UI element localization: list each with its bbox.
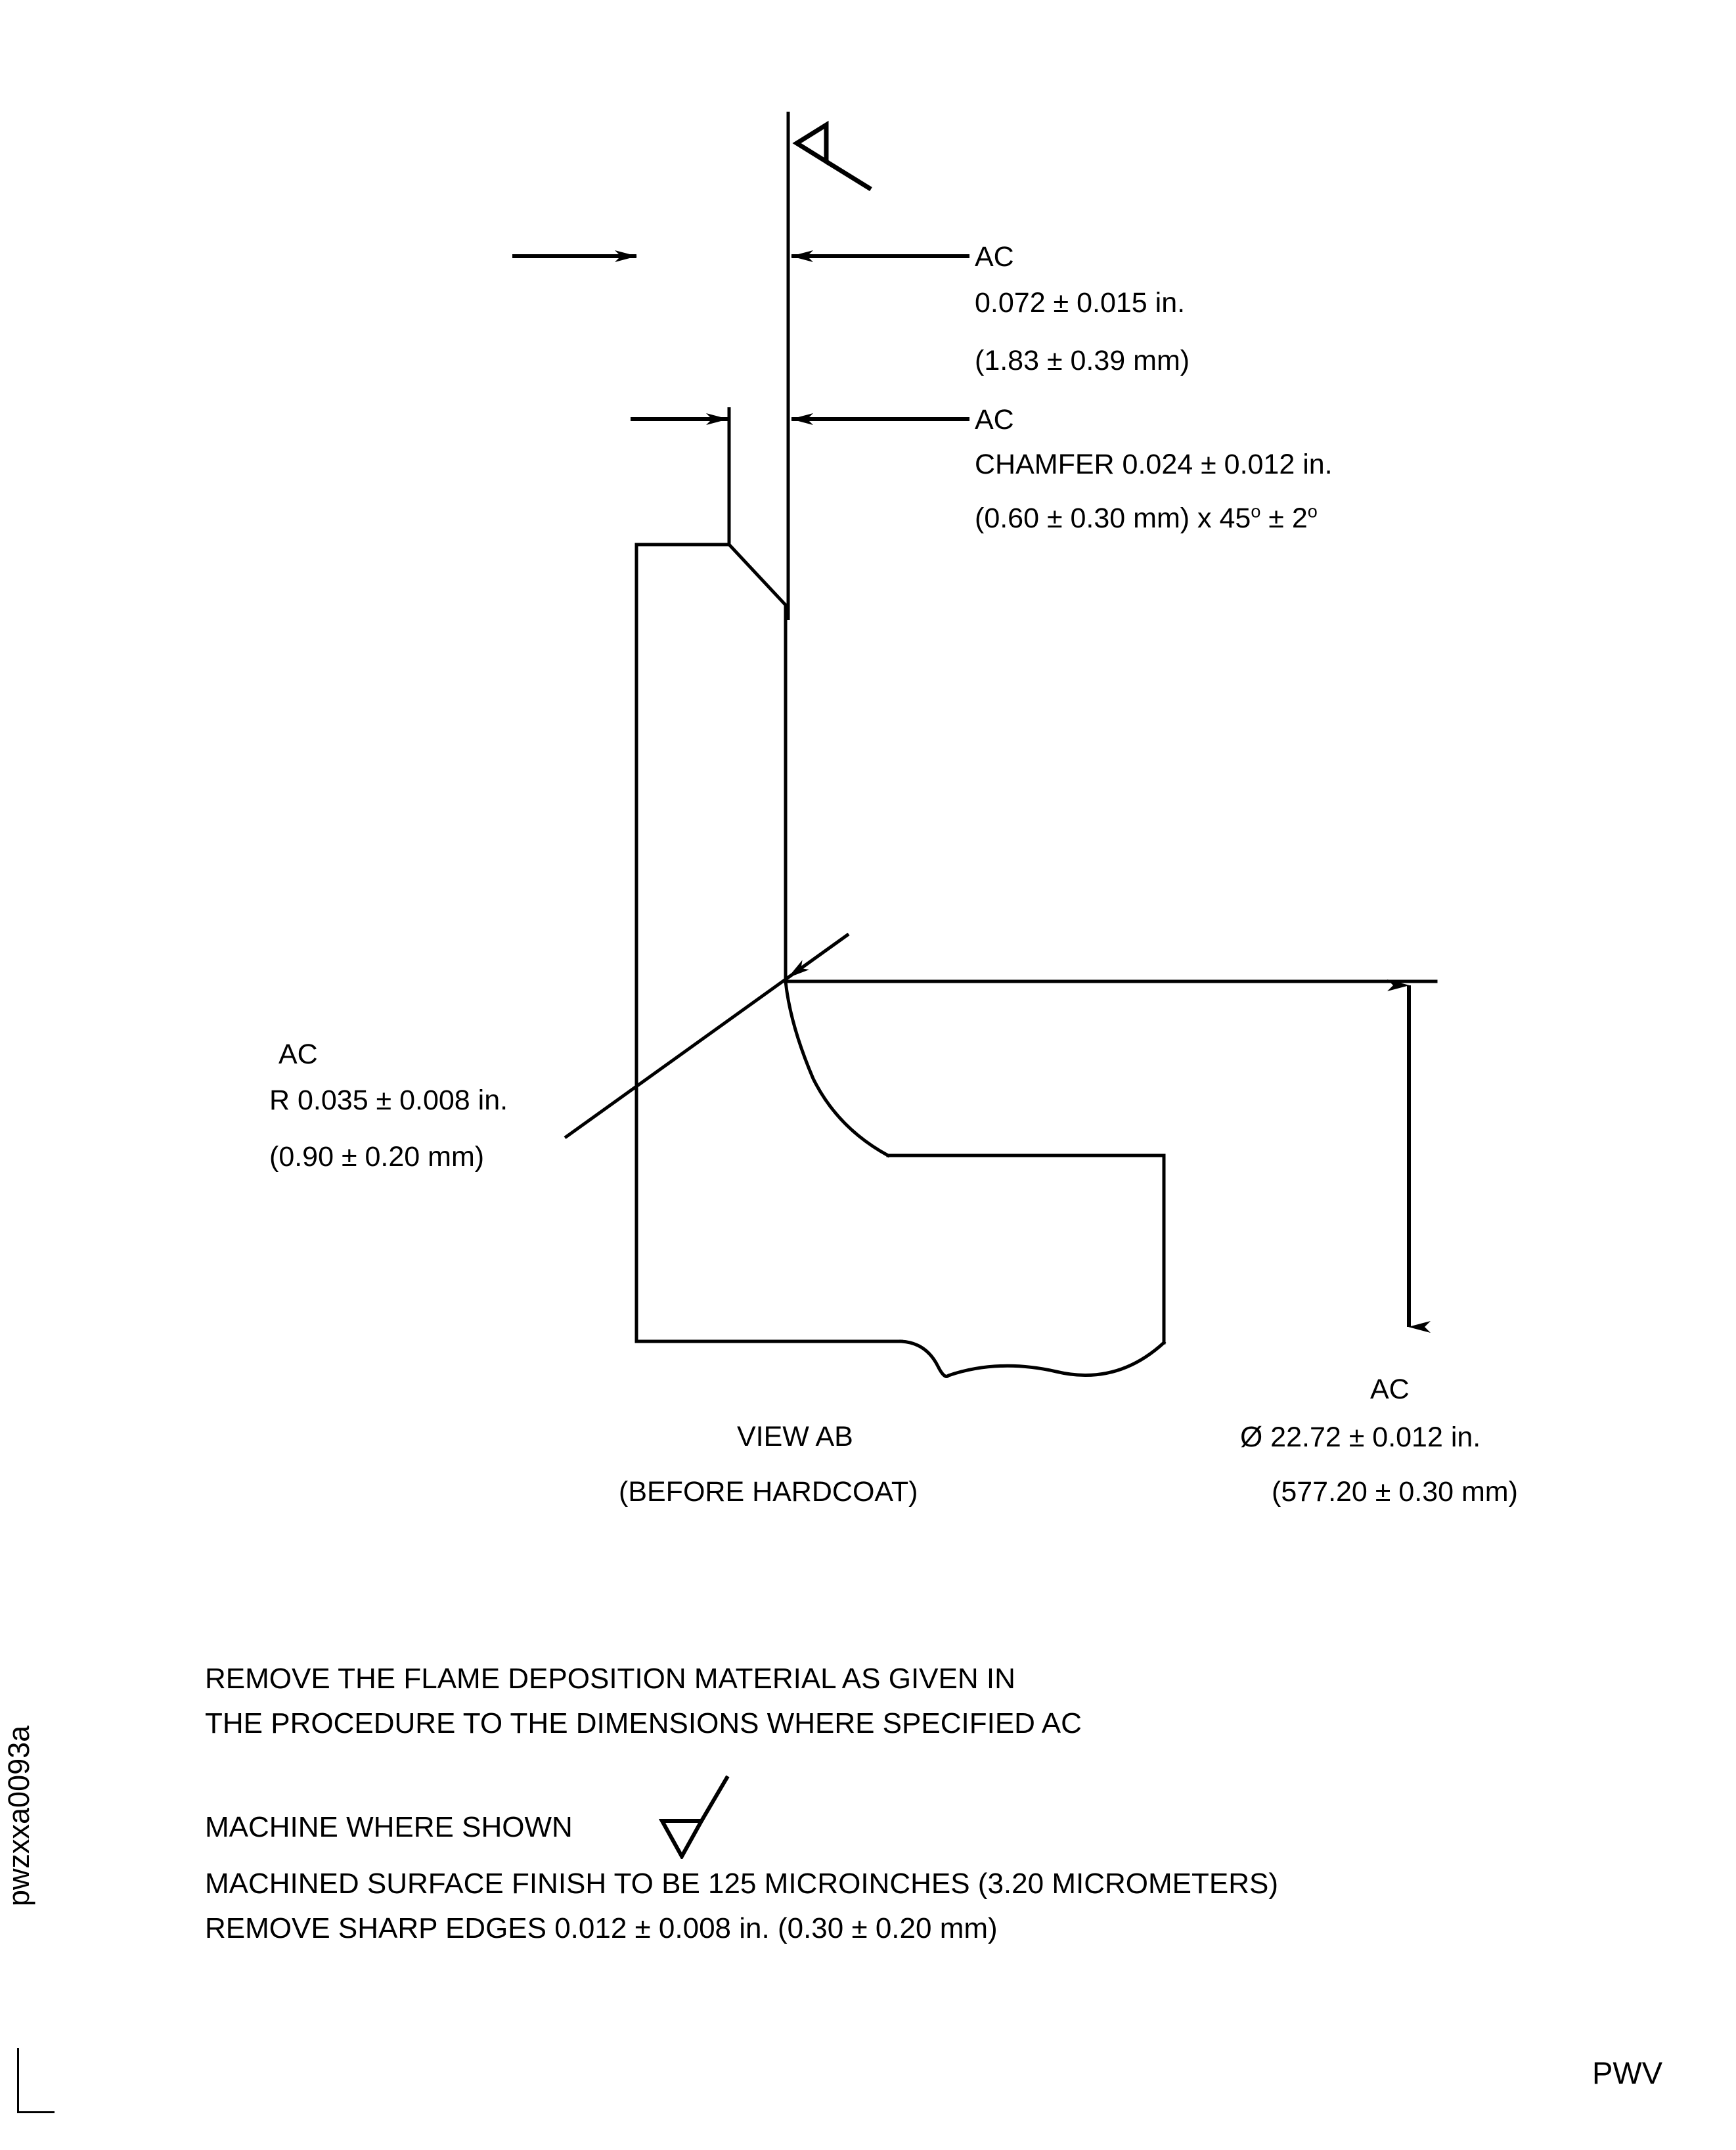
chamfer-mm-prefix: (0.60 ± 0.30 mm) x 45 — [975, 503, 1251, 534]
sheet-code-label: pwzxxa0093a — [2, 1725, 35, 1906]
surface-finish-triangle — [797, 125, 826, 162]
profile-break-line — [901, 1341, 1164, 1376]
view-label-secondary: (BEFORE HARDCOAT) — [619, 1476, 918, 1508]
diameter-value-inch: 22.72 ± 0.012 in. — [1262, 1422, 1481, 1453]
note-line-4: MACHINED SURFACE FINISH TO BE 125 MICROINCHES (3.20 MICROMETERS) — [205, 1868, 1278, 1900]
diameter-annotation-mm: (577.20 ± 0.30 mm) — [1272, 1476, 1518, 1508]
corner-registration-mark — [17, 2048, 55, 2113]
degree-symbol-2: o — [1307, 501, 1318, 522]
profile-fillet-radius — [786, 981, 888, 1155]
chamfer-annotation-inch: CHAMFER 0.024 ± 0.012 in. — [975, 449, 1333, 480]
radius-leader-arrow — [788, 934, 849, 977]
dimension-lines — [512, 112, 1409, 1327]
surface-finish-note-triangle — [662, 1821, 701, 1856]
degree-symbol-1: o — [1251, 501, 1261, 522]
thickness-annotation-mm: (1.83 ± 0.39 mm) — [975, 345, 1190, 376]
radius-annotation-inch: R 0.035 ± 0.008 in. — [269, 1085, 508, 1116]
thickness-annotation-tag: AC — [975, 241, 1014, 273]
thickness-annotation-inch: 0.072 ± 0.015 in. — [975, 287, 1186, 319]
radius-annotation-mm: (0.90 ± 0.20 mm) — [269, 1141, 485, 1173]
radius-annotation-tag: AC — [278, 1039, 318, 1070]
note-line-1: REMOVE THE FLAME DEPOSITION MATERIAL AS GIVEN IN — [205, 1663, 1015, 1695]
diameter-symbol-icon: Ø — [1240, 1421, 1263, 1453]
view-label-primary: VIEW AB — [737, 1421, 853, 1452]
part-profile-geometry — [636, 545, 1436, 1376]
note-line-2: THE PROCEDURE TO THE DIMENSIONS WHERE SPECIFIED AC — [205, 1707, 1082, 1739]
drawing-corner-tag: PWV — [1592, 2055, 1663, 2090]
surface-finish-tail — [826, 162, 871, 189]
chamfer-mm-mid: ± 2 — [1260, 503, 1308, 534]
chamfer-annotation-tag: AC — [975, 404, 1014, 436]
note-line-3: MACHINE WHERE SHOWN — [205, 1811, 573, 1843]
surface-finish-note-tail — [701, 1776, 728, 1821]
diameter-annotation-tag: AC — [1370, 1374, 1410, 1405]
surface-finish-flag-icon — [797, 125, 871, 189]
surface-finish-symbol-icon — [657, 1767, 736, 1859]
diameter-annotation-inch — [1240, 1423, 1480, 1452]
chamfer-annotation-mm — [975, 501, 1318, 534]
note-line-5: REMOVE SHARP EDGES 0.012 ± 0.008 in. (0.30 ± 0.20 mm) — [205, 1912, 998, 1944]
profile-chamfer-face — [729, 545, 786, 605]
